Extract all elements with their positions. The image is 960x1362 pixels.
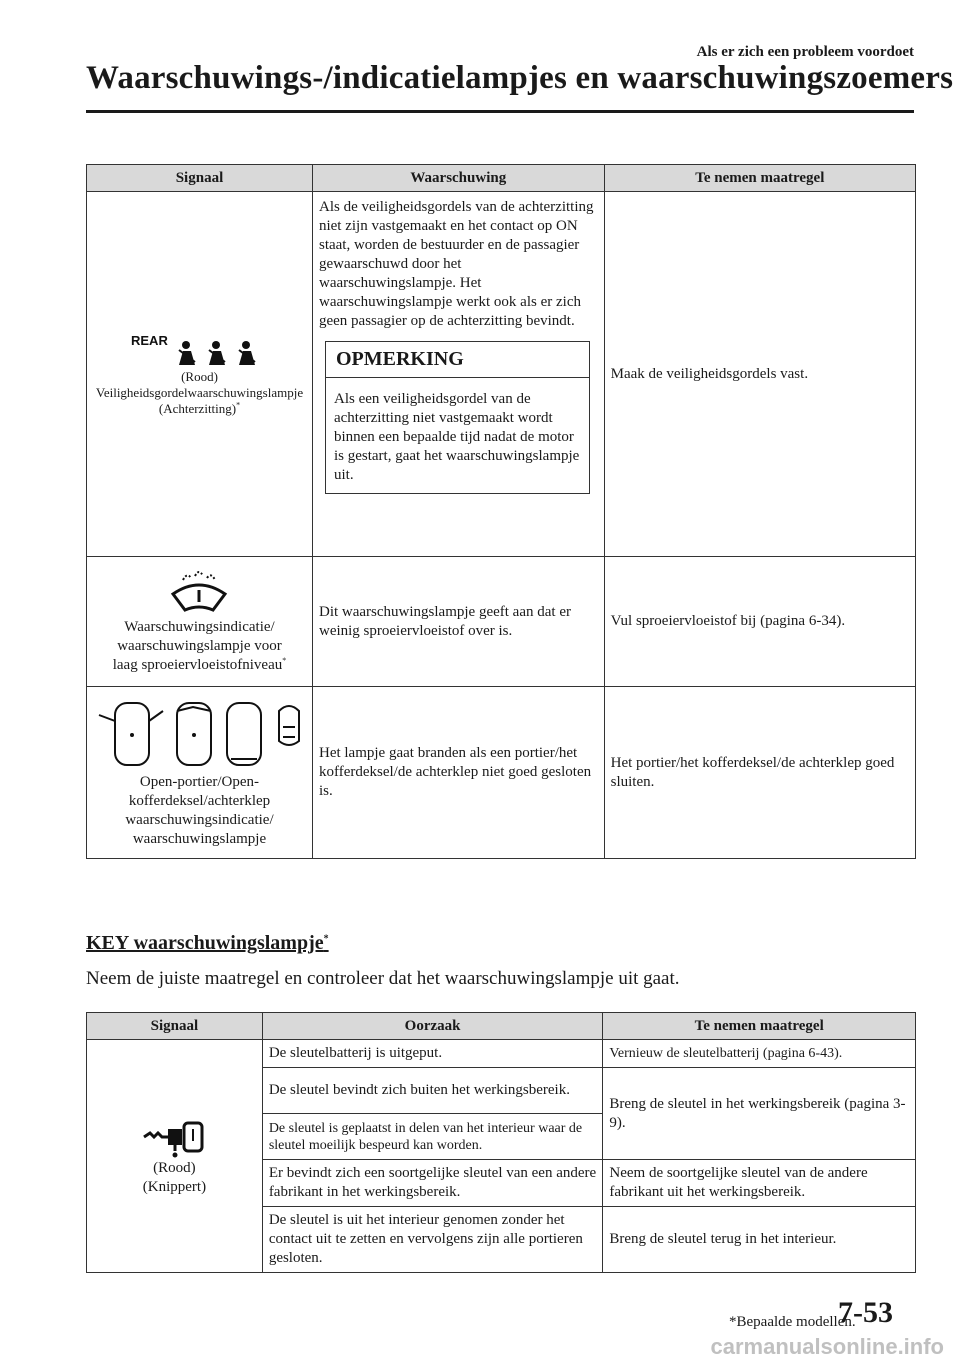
note-box: [325, 341, 590, 494]
signal-name-3: waarschuwingsindicatie/: [125, 811, 274, 828]
cause-cell: Er bevindt zich een soortgelijke sleutel van een andere fabrikant in het werkingsbereik.: [262, 1160, 603, 1207]
action-cell: Vernieuw de sleutelbatterij (pagina 6-43).: [603, 1040, 916, 1068]
section-header: Als er zich een probleem voordoet: [696, 44, 914, 60]
col-header-waarschuwing: Waarschuwing: [312, 165, 604, 192]
page-number: 7-53: [838, 1296, 893, 1329]
open-door-icon: [93, 697, 305, 769]
rear-icon-label: REAR: [131, 333, 169, 348]
table-row: [87, 192, 916, 557]
key-section-title: KEY waarschuwingslampje*: [86, 932, 329, 954]
signal-color: (Rood): [153, 1160, 196, 1176]
warning-text: Als de veiligheidsgordels van de achterzitting niet zijn vastgemaakt en het contact op ON staat, worden de bestuurder en de passagier gewaarschuwd door het waarschuwingslampje. Het waarschuwingslampje werkt ook als er zich geen passagier op de achterzitting bevindt.: [318, 199, 594, 329]
table-header-row: [87, 165, 916, 192]
signal-cell: [87, 1040, 263, 1273]
signal-name: Waarschuwingsindicatie/: [124, 619, 275, 635]
signal-name-3: laag sproeiervloeistofniveau*: [112, 656, 287, 673]
action-cell: Maak de veiligheidsgordels vast.: [604, 192, 915, 557]
action-cell: Neem de soortgelijke sleutel van de andere fabrikant uit het werkingsbereik.: [603, 1160, 916, 1207]
action-cell: Breng de sleutel terug in het interieur.: [603, 1207, 916, 1273]
page-title: Waarschuwings-/indicatielampjes en waarschuwingszoemers: [86, 60, 954, 96]
cause-cell: De sleutel is geplaatst in delen van het interieur waar de sleutel moeilijk bespeurd kan worden.: [262, 1114, 603, 1160]
cause-cell: De sleutel bevindt zich buiten het werkingsbereik.: [262, 1068, 603, 1114]
warning-lights-table: [86, 164, 916, 859]
warning-cell: [312, 192, 604, 557]
rear-seatbelt-icon: [129, 331, 269, 369]
key-warning-table: [86, 1012, 916, 1273]
footnote: *Bepaalde modellen.: [729, 1314, 856, 1330]
col-header-signaal: Signaal: [87, 165, 313, 192]
signal-cell: [87, 557, 313, 687]
table-row: [87, 687, 916, 859]
signal-sub: (Achterzitting)*: [158, 400, 241, 416]
signal-name-2: waarschuwingslampje voor: [117, 638, 282, 654]
table-row: [87, 557, 916, 687]
col-header-signaal: Signaal: [87, 1013, 263, 1040]
action-cell: Breng de sleutel in het werkingsbereik (pagina 3-9).: [603, 1068, 916, 1160]
warning-cell: Dit waarschuwingslampje geeft aan dat er weinig sproeiervloeistof over is.: [312, 557, 604, 687]
asterisk: *: [323, 933, 329, 945]
washer-fluid-icon: [169, 568, 229, 612]
watermark: carmanualsonline.info: [710, 1334, 944, 1359]
signal-name-4: waarschuwingslampje: [132, 830, 267, 847]
signal-name: Open-portier/Open-: [139, 773, 260, 790]
signal-name-2: kofferdeksel/achterklep: [128, 792, 271, 809]
cause-cell: De sleutel is uit het interieur genomen zonder het contact uit te zetten en vervolgens zijn alle portieren gesloten.: [262, 1207, 603, 1273]
key-section-intro: Neem de juiste maatregel en controleer dat het waarschuwingslampje uit gaat.: [86, 968, 680, 989]
table-row: [87, 1040, 916, 1068]
col-header-maatregel: Te nemen maatregel: [603, 1013, 916, 1040]
action-cell: Het portier/het kofferdeksel/de achterklep goed sluiten.: [604, 687, 915, 859]
cause-cell: De sleutelbatterij is uitgeput.: [262, 1040, 603, 1068]
note-title: OPMERKING: [326, 342, 589, 378]
asterisk: *: [282, 656, 287, 665]
warning-cell: Het lampje gaat branden als een portier/het kofferdeksel/de achterklep niet goed gesloten is.: [312, 687, 604, 859]
signal-state: (Knippert): [142, 1179, 207, 1195]
asterisk: *: [236, 400, 241, 410]
signal-cell: [87, 687, 313, 859]
key-icon: [142, 1115, 206, 1159]
action-cell: Vul sproeiervloeistof bij (pagina 6-34).: [604, 557, 915, 687]
note-body: Als een veiligheidsgordel van de achterzitting niet vastgemaakt wordt binnen een bepaalde tijd nadat de motor is gestart, gaat het waarschuwingslampje uit.: [333, 391, 580, 483]
col-header-maatregel: Te nemen maatregel: [604, 165, 915, 192]
signal-color: (Rood): [181, 369, 218, 384]
table-header-row: [87, 1013, 916, 1040]
header-rule: [86, 110, 914, 113]
signal-cell: [87, 192, 313, 557]
signal-name: Veiligheidsgordelwaarschuwingslampje: [95, 385, 304, 400]
col-header-oorzaak: Oorzaak: [262, 1013, 603, 1040]
